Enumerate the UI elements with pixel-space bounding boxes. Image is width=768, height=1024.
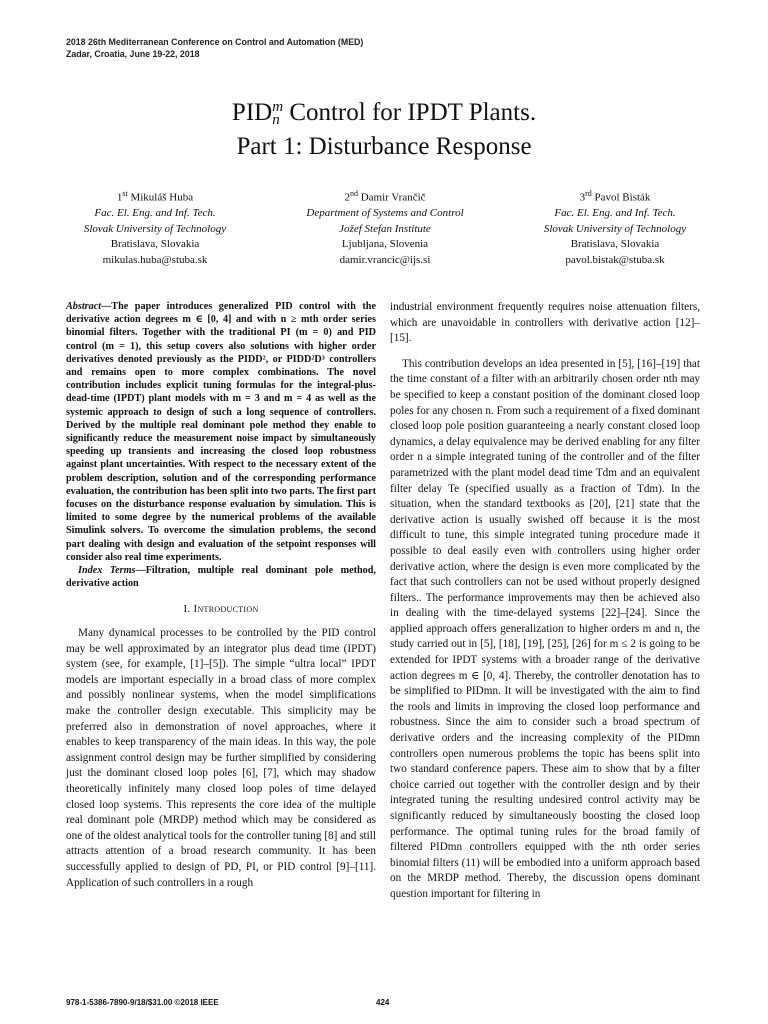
title-line-2: Part 1: Disturbance Response (236, 133, 532, 160)
page-number: 424 (376, 998, 390, 1007)
conference-name: 2018 26th Mediterranean Conference on Control and Automation (MED) (66, 37, 364, 47)
author-city: Bratislava, Slovakia (570, 238, 660, 251)
right-column (390, 300, 700, 903)
section-heading-introduction: I. Introduction (183, 603, 259, 616)
conference-header (66, 36, 363, 60)
author-city: Bratislava, Slovakia (110, 238, 200, 251)
intro-paragraph-2: This contribution develops an idea presented in [5], [16]–[19] that the time constant of a filter with an arbitrarily chosen order nth may be specified to keep a constant position of the dominant closed loop poles for any chosen n. From such a requirement of a fixed dominant closed loop pole position guaranteeing a nearly constant closed loop dynamics, a delay equivalence may be derived enabling for any filter order n a simple integrated tuning of the controller and of the filter parametrized with the plant model dead time Tdm and an equivalent filter delay Te (specified usually as a fraction of Tdm). In the situation, when the standard textbooks as [20], [21] state that the derivative action is usually swished off because it is the most difficult to tune, this simple integrated tuning procedure made it possible to deal easily even with controllers using higher order derivative action, where the design is even more complicated by the fact that such controllers can not be used without properly designed filters.. The performance improvements may then be achieved also in dealing with the time-delayed systems [22]–[24]. Since the applied approach offers generalization to higher orders m and n, the study carried out in [5], [18], [19], [25], [26] for m ≤ 2 is going to be extended for IPDT systems with a broader range of the derivative action degrees m ∈ [0, 4]. Thereby, the controller denotation has to be simplified to PIDmn. It will be investigated with the aim to find the rools and limits in improving the closed loop performance and robustness. Since the aim to consider such a broad spectrum of derivative orders and the increasing complexity of the PIDmn controllers open numerous problems the topic has beens split into two standard conference papers. These aim to show that by a filter choice carried out together with the controller design and by their integrated tuning the resulting undesired control activity may be significantly reduced by simultaneously boosting the closed loop performance. The optimal tuning rules for the broad family of filtered PIDmn controllers equipped with the nth order series binomial filters (11) will be embodied into a uniform approach based on the MRDP method. Thereby, the discussion opens dominant question important for filtering in (390, 357, 700, 900)
abstract (66, 300, 376, 564)
index-terms (66, 564, 376, 590)
index-terms-label: Index Terms (78, 565, 136, 577)
author-block (40, 186, 730, 268)
intro-paragraph: Many dynamical processes to be controlled by the PID control may be well approximated by an integrator plus dead time (IPDT) system (see, for example, [1]–[5]). The simple “ultra local” IPDT models are important especially in a broad class of more complex and possibly nonlinear systems, when the model simplifications make the controller design executable. This simplicity may be preferred also in demonstration of novel approaches, where it enables to keep transparency of the main ideas. In this way, the pole assignment control design may be further simplified by considering just the dominant closed loop poles [6], [7], which may shadow theoretically infinitely many closed loop poles of time delayed closed loop systems. This represents the core idea of the multiple real dominant pole (MRDP) method which may be considered as one of the oldest analytical tools for the controller tuning [8] and still attracts attention of a broad research community. It has been successfully applied to design of PD, PI, or PID control [9]–[11]. Application of such controllers in a rough (66, 627, 376, 889)
author-email[interactable]: mikulas.huba@stuba.sk (102, 253, 208, 266)
index-terms-text: —Filtration, multiple real dominant pole method, derivative action (66, 565, 376, 590)
isbn-footer: 978-1-5386-7890-9/18/$31.00 ©2018 IEEE (66, 998, 219, 1007)
author-institution: Slovak University of Technology (543, 222, 687, 235)
intro-paragraph-cont: industrial environment frequently requires noise attenuation filters, which are unavoidable in controllers with derivative action [12]–[15]. (390, 301, 700, 345)
author-name: Pavol Bisták (594, 191, 651, 204)
author-institution: Jožef Stefan Institute (339, 222, 431, 235)
conference-location: Zadar, Croatia, June 19-22, 2018 (66, 49, 200, 59)
author-email[interactable]: pavol.bistak@stuba.sk (565, 253, 665, 266)
author-1: 1st Mikuláš Huba Fac. El. Eng. and Inf. Tech. Slovak University of Technology Bratislava, Slovakia mikulas.huba@stuba.sk (40, 186, 270, 268)
author-name: Mikuláš Huba (130, 191, 194, 204)
abstract-label: Abstract (66, 301, 102, 312)
abstract-text: —The paper introduces generalized PID control with the derivative action degrees m ∈ [0, 4] and with n ≥ mth order series binomial filters. Together with the traditional PI (m = 0) and PID control (m = 1), this setup covers also solutions with higher order derivatives denoted previously as the PIDD², or PIDD²D³ controllers and remains open to more complex combinations. The novel contribution includes explicit tuning formulas for the integral-plus-dead-time (IPDT) plant models with m = 3 and m = 4 as well as the systemic approach to design of such a long sequence of controllers. Derived by the multiple real dominant pole method they enable to significantly reduce the measurement noise impact by simultaneously speeding up transients and increasing the closed loop robustness against plant uncertainties. With respect to the necessary extent of the problem description, solution and of the corresponding performance evaluation, the contribution has been split into two parts. The first part focuses on the disturbance response evaluation by simulation. This is limited to some degree by the numerical problems of the available Simulink solvers. To overcome the simulation problems, the second part dealing with design and evaluation of the setpoint responses will consider also real time experiments. (66, 301, 376, 563)
author-city: Ljubljana, Slovenia (341, 238, 429, 251)
left-column (66, 300, 376, 891)
author-email[interactable]: damir.vrancic@ijs.si (339, 253, 431, 266)
title-line-1: PID m n Control for IPDT Plants. (231, 99, 537, 129)
author-institution: Slovak University of Technology (83, 222, 227, 235)
author-3: 3rd Pavol Bisták Fac. El. Eng. and Inf. Tech. Slovak University of Technology Bratislava, Slovakia pavol.bistak@stuba.sk (500, 186, 730, 268)
author-name: Damir Vrančič (360, 191, 426, 204)
author-dept: Fac. El. Eng. and Inf. Tech. (94, 207, 216, 220)
author-dept: Fac. El. Eng. and Inf. Tech. (554, 207, 676, 220)
paper-title (0, 96, 768, 164)
author-dept: Department of Systems and Control (306, 207, 464, 220)
author-2: 2nd Damir Vrančič Department of Systems and Control Jožef Stefan Institute Ljubljana, Slovenia damir.vrancic@ijs.si (270, 186, 500, 268)
